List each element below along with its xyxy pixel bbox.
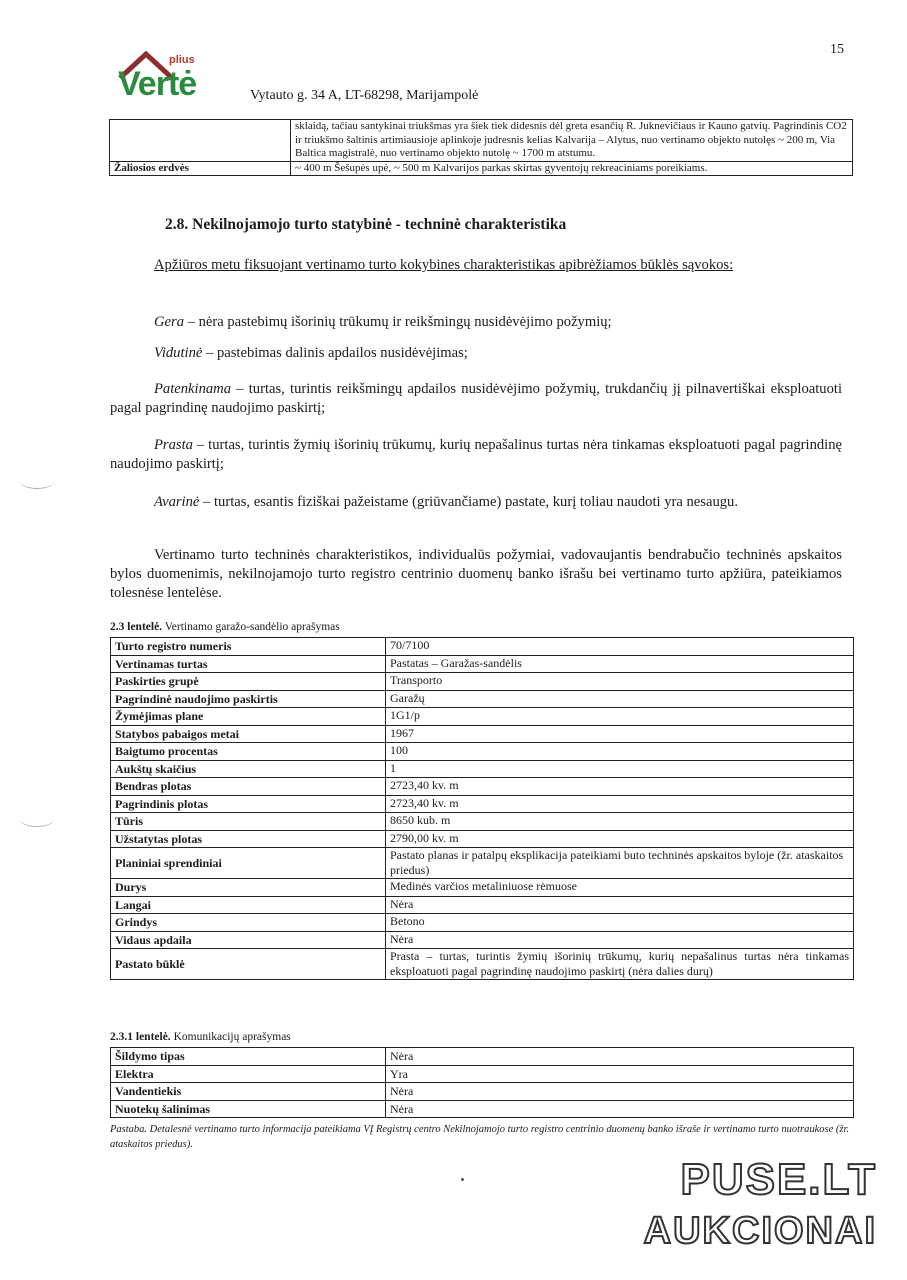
row-key: Pastato būklė (111, 949, 386, 980)
row-value: Nėra (386, 931, 854, 949)
table-row (111, 708, 854, 726)
table-caption-text: Vertinamo garažo-sandėlio aprašymas (162, 621, 340, 633)
definition-text: – turtas, turintis žymių išorinių trūkumų, kurių nepašalinus turtas nėra tinkamas eksploatuoti pagal pagrindinę naudojimo paskirtį; (110, 437, 842, 472)
table-row (111, 1065, 854, 1083)
row-value: 1 (386, 760, 854, 778)
row-key: Statybos pabaigos metai (111, 725, 386, 743)
row-key: Paskirties grupė (111, 673, 386, 691)
binding-hole-mark (20, 812, 54, 827)
page-number: 15 (830, 42, 844, 57)
row-value: Nėra (386, 1048, 854, 1066)
row-key: Žymėjimas plane (111, 708, 386, 726)
table-row (111, 673, 854, 691)
definition-term: Gera (154, 314, 184, 330)
table-231-caption (110, 1031, 291, 1043)
definition-text: – nėra pastebimų išorinių trūkumų ir reikšmingų nusidėvėjimo požymių; (184, 314, 612, 330)
row-key: Grindys (111, 914, 386, 932)
row-key: Nuotekų šalinimas (111, 1100, 386, 1118)
row-key: Vandentiekis (111, 1083, 386, 1101)
row-key: Šildymo tipas (111, 1048, 386, 1066)
table-row (111, 879, 854, 897)
definition-item (110, 493, 842, 512)
row-key: Elektra (111, 1065, 386, 1083)
definition-text: – turtas, esantis fiziškai pažeistame (griūvančiame) pastate, kurį toliau naudoti yra nesaugu. (199, 494, 738, 510)
row-key: Pagrindinė naudojimo paskirtis (111, 690, 386, 708)
scan-speck (461, 1178, 464, 1181)
row-key: Žaliosios erdvės (110, 161, 291, 176)
row-key: Turto registro numeris (111, 638, 386, 656)
table-row (111, 848, 854, 879)
table-row (111, 743, 854, 761)
row-value: Nėra (386, 1100, 854, 1118)
row-value: 100 (386, 743, 854, 761)
logo-plius: plius (169, 54, 195, 66)
watermark-line2: AUKCIONAI (643, 1210, 877, 1252)
row-key: Planiniai sprendiniai (111, 848, 386, 879)
row-value: Betono (386, 914, 854, 932)
watermark-line1: PUSE.LT (680, 1155, 877, 1204)
row-value: 1967 (386, 725, 854, 743)
table-row (110, 161, 853, 176)
definition-item (110, 344, 842, 363)
row-key: Vidaus apdaila (111, 931, 386, 949)
row-value: Pastato planas ir patalpų eksplikacija pateikiami buto techninės apskaitos byloje (žr. ataskaitos priedus) (386, 848, 854, 879)
table-label: 2.3 lentelė. (110, 621, 163, 633)
table-row (111, 1048, 854, 1066)
section-title: 2.8. Nekilnojamojo turto statybinė - techninė charakteristika (165, 216, 567, 233)
table-row (111, 914, 854, 932)
definition-text: – turtas, turintis reikšmingų apdailos nusidėvėjimo požymių, trukdančių jį pilnavertiškai eksploatuoti pagal pagrindinę naudojimo paskirtį; (110, 381, 842, 416)
row-key: Tūris (111, 813, 386, 831)
environment-table (109, 119, 853, 176)
table-row (110, 120, 853, 162)
table-row (111, 1083, 854, 1101)
table-row (111, 931, 854, 949)
row-key (110, 120, 291, 162)
footnote: Pastaba. Detalesnė vertinamo turto informacija pateikiama VĮ Registrų centro Nekilnojamojo turto registro centrinio duomenų banko išraše ir vertinamo turto nuotraukose (žr. ataskaitos priedus). (110, 1124, 850, 1150)
row-value: Medinės varčios metaliniuose rėmuose (386, 879, 854, 897)
row-key: Bendras plotas (111, 778, 386, 796)
definition-item (110, 313, 842, 332)
closing-paragraph (110, 546, 842, 603)
row-key: Vertinamas turtas (111, 655, 386, 673)
table-row (111, 896, 854, 914)
intro-paragraph (110, 256, 842, 275)
row-value: 2790,00 kv. m (386, 830, 854, 848)
row-value: Nėra (386, 896, 854, 914)
company-address: Vytauto g. 34 A, LT-68298, Marijampolė (250, 88, 479, 103)
row-value: Transporto (386, 673, 854, 691)
row-value: 70/7100 (386, 638, 854, 656)
row-key: Pagrindinis plotas (111, 795, 386, 813)
logo-name: Vertė (118, 65, 197, 103)
definition-item (110, 380, 842, 418)
closing-text: Vertinamo turto techninės charakteristikos, individualūs požymiai, vadovaujantis bendrabučio techninės apskaitos bylos duomenimis, nekilnojamojo turto registro centrinio duomenų banko išrašu bei vertinamo turto apžiūra, pateikiamos tolesnėse lentelėse. (110, 547, 842, 601)
verte-logo (116, 52, 216, 104)
table-label: 2.3.1 lentelė. (110, 1031, 171, 1043)
row-value: Yra (386, 1065, 854, 1083)
row-value: 2723,40 kv. m (386, 778, 854, 796)
table-row (111, 1100, 854, 1118)
table-row (111, 778, 854, 796)
definition-term: Patenkinama (154, 381, 232, 397)
table-caption-text: Komunikacijų aprašymas (170, 1031, 291, 1043)
row-value: 8650 kub. m (386, 813, 854, 831)
table-row (111, 725, 854, 743)
row-value: Garažų (386, 690, 854, 708)
table-row (111, 795, 854, 813)
row-key: Baigtumo procentas (111, 743, 386, 761)
intro-text: Apžiūros metu fiksuojant vertinamo turto kokybines charakteristikas apibrėžiamos būklės sąvokos: (154, 257, 734, 273)
table-row (111, 638, 854, 656)
row-key: Užstatytas plotas (111, 830, 386, 848)
row-key: Aukštų skaičius (111, 760, 386, 778)
row-value: 1G1/p (386, 708, 854, 726)
table-row (111, 655, 854, 673)
communications-table (110, 1047, 854, 1118)
row-value: sklaidą, tačiau santykinai triukšmas yra šiek tiek didesnis dėl greta esančių R. Juknevičiaus ir Kauno gatvių. Pagrindinis CO2 ir triukšmo šaltinis artimiausioje aplinkoje judresnis kelias Kalvarija – Alytus, nuo vertinamo objekto nutolęs ~ 200 m, Via Baltica magistralė, nuo vertinamo objekto nutolę ~ 1700 m atstumu. (291, 120, 853, 162)
row-value: ~ 400 m Šešupės upė, ~ 500 m Kalvarijos parkas skirtas gyventojų rekreaciniams poreikiams. (291, 161, 853, 176)
definition-term: Prasta (154, 437, 193, 453)
row-key: Durys (111, 879, 386, 897)
row-value: 2723,40 kv. m (386, 795, 854, 813)
definition-term: Avarinė (154, 494, 200, 510)
definition-item (110, 436, 842, 474)
table-row (111, 949, 854, 980)
row-value: Pastatas – Garažas-sandėlis (386, 655, 854, 673)
table-row (111, 813, 854, 831)
garage-description-table (110, 637, 854, 980)
table-row (111, 830, 854, 848)
binding-hole-mark (20, 474, 54, 489)
definition-term: Vidutinė (154, 345, 203, 361)
table-row (111, 690, 854, 708)
table-23-caption (110, 621, 340, 633)
row-value: Prasta – turtas, turintis žymių išorinių trūkumų, kurių nepašalinus turtas nėra tinkamas eksploatuoti pagal pagrindinę naudojimo paskirtį (nėra dalies durų) (386, 949, 854, 980)
row-key: Langai (111, 896, 386, 914)
table-row (111, 760, 854, 778)
row-value: Nėra (386, 1083, 854, 1101)
definition-text: – pastebimas dalinis apdailos nusidėvėjimas; (202, 345, 468, 361)
